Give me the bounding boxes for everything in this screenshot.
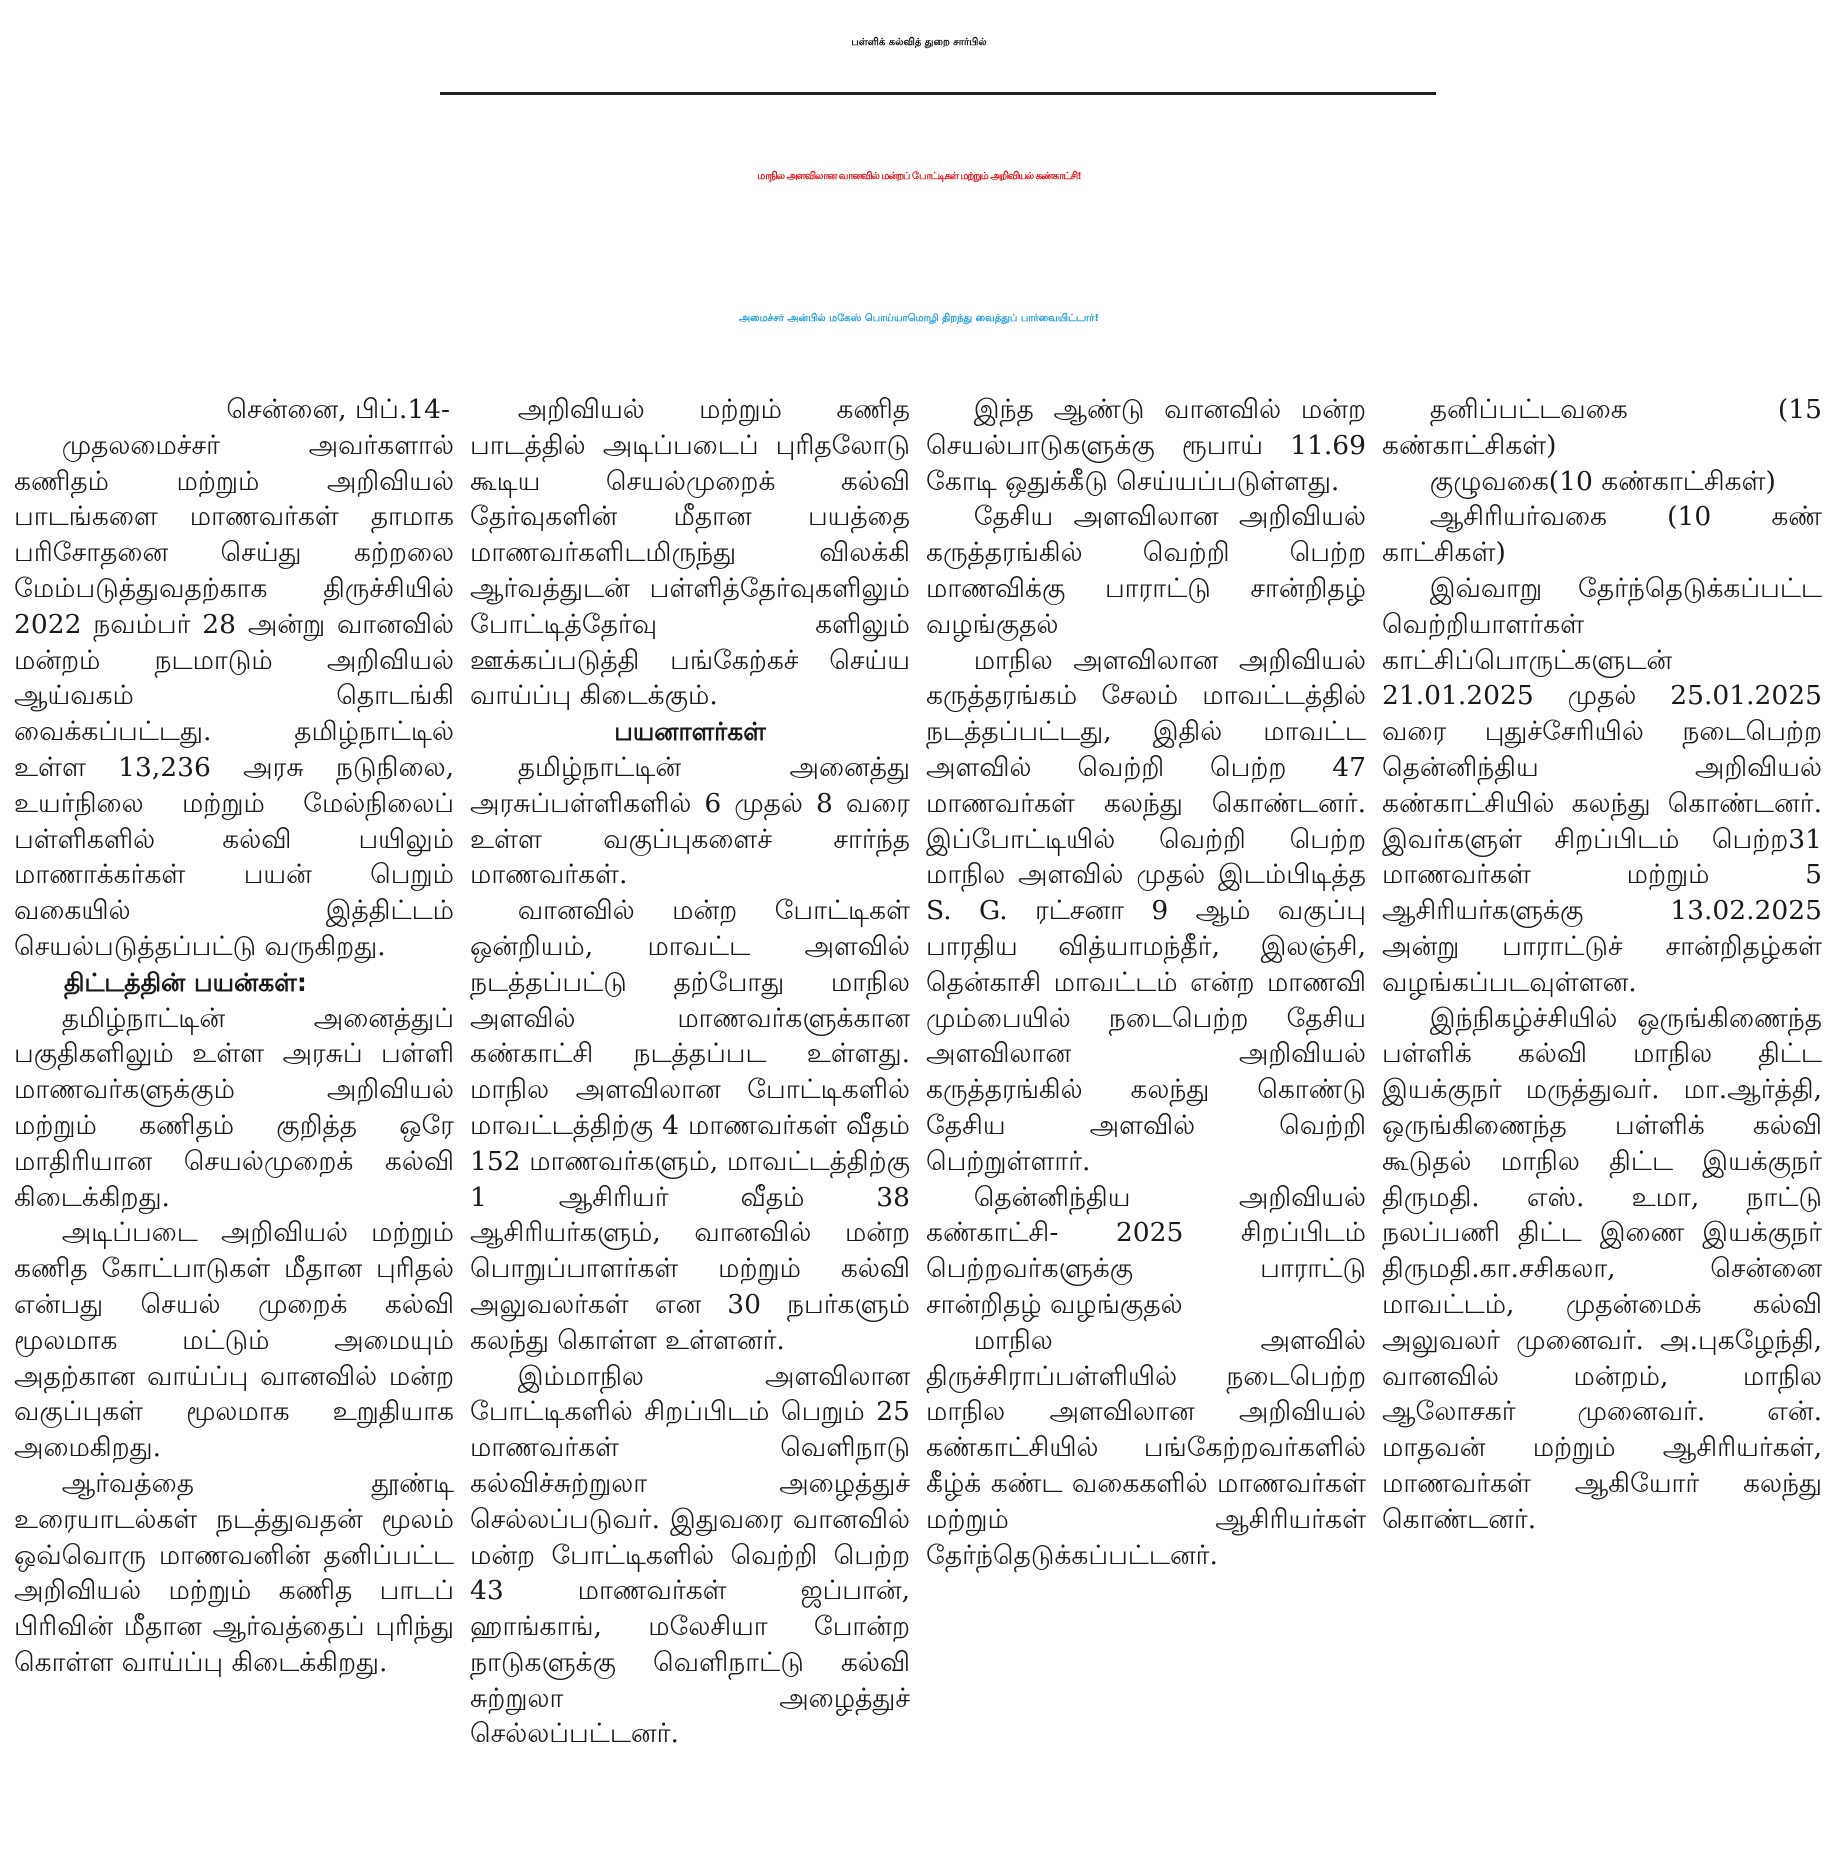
article-paragraph: மாநில அளவில் திருச்சிராப்பள்ளியில் நடைபெற்ற மாநில அளவிலான அறிவியல் கண்காட்சியில் பங்கேற்றவர்களில் கீழ்க் கண்ட வகைகளில் மாணவர்கள் மற்றும் ஆசிரியர்கள் தேர்ந்தெடுக்கப்பட்டனர். (926, 1324, 1366, 1571)
kicker-underline (440, 92, 1436, 95)
article-paragraph: வானவில் மன்ற போட்டிகள் ஒன்றியம், மாவட்ட அளவில் நடத்தப்பட்டு தற்போது மாநில அளவில் மாணவர்களுக்கான கண்காட்சி நடத்தப்பட உள்ளது. மாநில அளவிலான போட்டிகளில் மாவட்டத்திற்கு 4 மாணவர்கள் வீதம் 152 மாணவர்களும், மாவட்டத்திற்கு 1 ஆசிரியர் வீதம் 38 ஆசிரியர்களும், வானவில் மன்ற பொறுப்பாளர்கள் மற்றும் கல்வி அலுவலர்கள் என 30 நபர்களும் கலந்து கொள்ள உள்ளனர். (470, 895, 910, 1356)
article-paragraph: மாநில அளவிலான அறிவியல் கருத்தரங்கம் சேலம் மாவட்டத்தில் நடத்தப்பட்டது, இதில் மாவட்ட அளவில் வெற்றி பெற்ற 47 மாணவர்கள் கலந்து கொண்டனர். இப்போட்டியில் வெற்றி பெற்ற மாநில அளவில் முதல் இடம்பிடித்த S. G. ரட்சனா 9 ஆம் வகுப்பு பாரதிய வித்யாமந்தீர், இலஞ்சி, தென்காசி மாவட்டம் என்ற மாணவி மும்பையில் நடைபெற்ற தேசிய அளவிலான அறிவியல் கருத்தரங்கில் கலந்து கொண்டு தேசிய அளவில் வெற்றி பெற்றுள்ளார். (926, 644, 1366, 1177)
article-paragraph: தனிப்பட்டவகை (15 கண்காட்சிகள்) (1382, 394, 1822, 461)
article-paragraph: இம்மாநில அளவிலான போட்டிகளில் சிறப்பிடம் பெறும் 25 மாணவர்கள் வெளிநாடு கல்விச்சுற்றுலா அழைத்துச் செல்லப்படுவர். இதுவரை வானவில் மன்ற போட்டிகளில் வெற்றி பெற்ற 43 மாணவர்கள் ஜப்பான், ஹாங்காங், மலேசியா போன்ற நாடுகளுக்கு வெளிநாட்டு கல்வி சுற்றுலா அழைத்துச் செல்லப்பட்டனர். (470, 1360, 910, 1750)
article-column-3 (918, 392, 1374, 1868)
article-paragraph: தமிழ்நாட்டின் அனைத்து அரசுப்பள்ளிகளில் 6 முதல் 8 வரை உள்ள வகுப்புகளைச் சார்ந்த மாணவர்கள். (470, 751, 910, 891)
kicker-title: பள்ளிக் கல்வித் துறை சார்பில் (851, 37, 987, 48)
article-paragraph: இந்நிகழ்ச்சியில் ஒருங்கிணைந்த பள்ளிக் கல்வி மாநில திட்ட இயக்குநர் மருத்துவர். மா.ஆர்த்தி, ஒருங்கிணைந்த பள்ளிக் கல்வி கூடுதல் மாநில திட்ட இயக்குநர் திருமதி. எஸ். உமா, நாட்டு நலப்பணி திட்ட இணை இயக்குநர் திருமதி.கா.சசிகலா, சென்னை மாவட்டம், முதன்மைக் கல்வி அலுவலர் முனைவர். அ.புகழேந்தி, வானவில் மன்றம், மாநில ஆலோசகர் முனைவர். என். மாதவன் மற்றும் ஆசிரியர்கள், மாணவர்கள் ஆகியோர் கலந்து கொண்டனர். (1382, 1002, 1822, 1535)
article-columns (6, 392, 1832, 1868)
main-headline: மாநில அளவிலான வானவில் மன்றப் போட்டிகள் மற்றும் அறிவியல் கண்காட்சி! (757, 171, 1081, 182)
article-paragraph: ஆசிரியர்வகை (10 கண் காட்சிகள்) (1382, 501, 1822, 569)
article-paragraph: இவ்வாறு தேர்ந்தெடுக்கப்பட்ட வெற்றியாளர்கள் காட்சிப்பொருட்களுடன் 21.01.2025 முதல் 25.01.2025 வரை புதுச்சேரியில் நடைபெற்ற தென்னிந்திய அறிவியல் கண்காட்சியில் கலந்து கொண்டனர். இவர்களுள் சிறப்பிடம் பெற்ற31 மாணவர்கள் மற்றும் 5 ஆசிரியர்களுக்கு 13.02.2025 அன்று பாராட்டுச் சான்றிதழ்கள் வழங்கப்படவுள்ளன. (1382, 572, 1822, 998)
article-paragraph: தேசிய அளவிலான அறிவியல் கருத்தரங்கில் வெற்றி பெற்ற மாணவிக்கு பாராட்டு சான்றிதழ் வழங்குதல் (926, 501, 1366, 640)
article-paragraph: அறிவியல் மற்றும் கணித பாடத்தில் அடிப்படைப் புரிதலோடு கூடிய செயல்முறைக் கல்வி தேர்வுகளின் மீதான பயத்தை மாணவர்களிடமிருந்து விலக்கி ஆர்வத்துடன் பள்ளித்தேர்வுகளிலும் போட்டித்தேர்வு களிலும் ஊக்கப்படுத்தி பங்கேற்கச் செய்ய வாய்ப்பு கிடைக்கும். (470, 394, 910, 712)
article-column-2 (462, 392, 918, 1868)
article-paragraph: குழுவகை(10 கண்காட்சிகள்) (1429, 465, 1776, 497)
dateline: சென்னை, பிப்.14- (226, 394, 450, 425)
article-column-1 (6, 392, 462, 1868)
article-paragraph: ஆர்வத்தை தூண்டி உரையாடல்கள் நடத்துவதன் மூலம் ஒவ்வொரு மாணவனின் தனிப்பட்ட அறிவியல் மற்றும் கணித பாடப் பிரிவின் மீதான ஆர்வத்தைப் புரிந்து கொள்ள வாய்ப்பு கிடைக்கிறது. (14, 1467, 454, 1678)
article-paragraph: தமிழ்நாட்டின் அனைத்துப் பகுதிகளிலும் உள்ள அரசுப் பள்ளி மாணவர்களுக்கும் அறிவியல் மற்றும் கணிதம் குறித்த ஒரே மாதிரியான செயல்முறைக் கல்வி கிடைக்கிறது. (14, 1002, 454, 1213)
article-paragraph: தென்னிந்திய அறிவியல் கண்காட்சி- 2025 சிறப்பிடம் பெற்றவர்களுக்கு பாராட்டு சான்றிதழ் வழங்குதல் (926, 1181, 1366, 1320)
article-paragraph: இந்த ஆண்டு வானவில் மன்ற செயல்பாடுகளுக்கு ரூபாய் 11.69 கோடி ஒதுக்கீடு செய்யப்படுள்ளது. (926, 394, 1366, 497)
article-paragraph: முதலமைச்சர் அவர்களால் கணிதம் மற்றும் அறிவியல் பாடங்களை மாணவர்கள் தாமாக பரிசோதனை செய்து கற்றலை மேம்படுத்துவதற்காக திருச்சியில் 2022 நவம்பர் 28 அன்று வானவில் மன்றம் நடமாடும் அறிவியல் ஆய்வகம் தொடங்கி வைக்கப்பட்டது. தமிழ்நாட்டில் உள்ள 13,236 அரசு நடுநிலை, உயர்நிலை மற்றும் மேல்நிலைப் பள்ளிகளில் கல்வி பயிலும் மாணாக்கர்கள் பயன் பெறும் வகையில் இத்திட்டம் செயல்படுத்தப்பட்டு வருகிறது. (14, 429, 454, 962)
section-heading-beneficiaries: பயனாளர்கள் (614, 717, 766, 747)
section-heading-benefits: திட்டத்தின் பயன்கள்: (64, 967, 307, 997)
article-paragraph: அடிப்படை அறிவியல் மற்றும் கணித கோட்பாடுகள் மீதான புரிதல் என்பது செயல் முறைக் கல்வி மூலமாக மட்டும் அமையும் அதற்கான வாய்ப்பு வானவில் மன்ற வகுப்புகள் மூலமாக உறுதியாக அமைகிறது. (14, 1217, 454, 1464)
sub-headline: அமைச்சர் அன்பில் மகேஸ் பொய்யாமொழி திறந்து வைத்துப் பார்வையிட்டார்! (739, 313, 1099, 324)
article-column-4 (1374, 392, 1830, 1868)
